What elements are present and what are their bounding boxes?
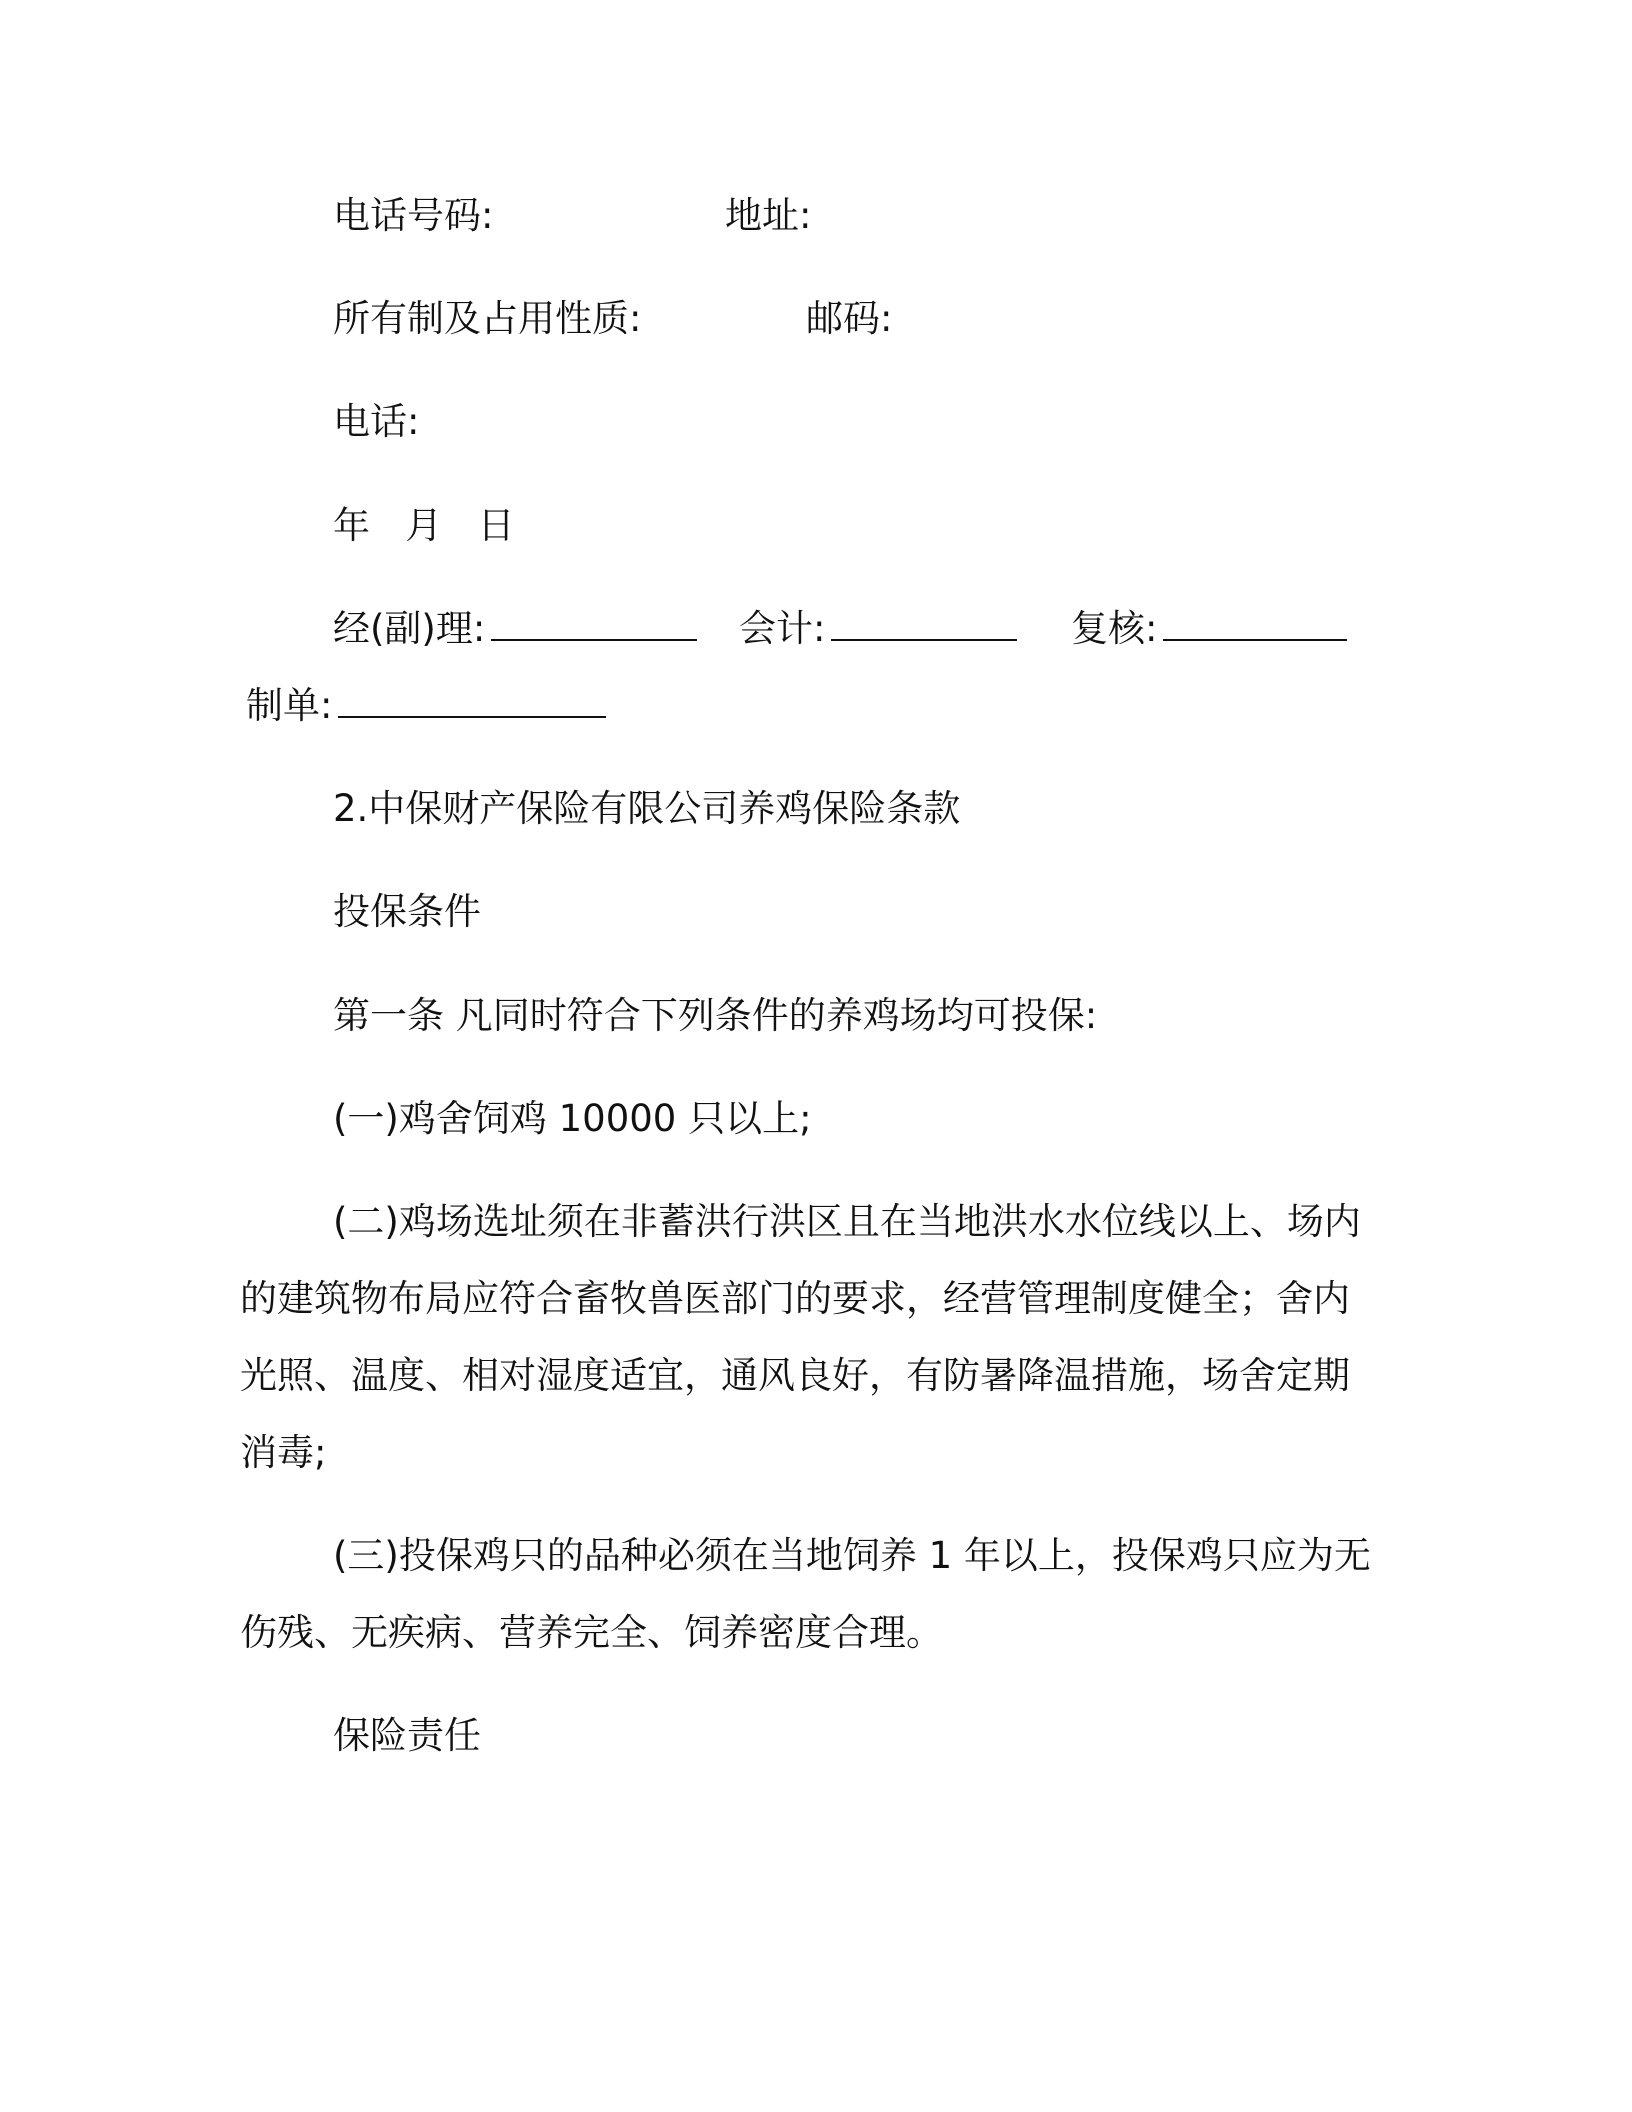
phone-number-label: 电话号码:	[333, 194, 494, 237]
phone-label: 电话:	[333, 400, 420, 443]
address-label: 地址:	[725, 194, 812, 237]
paragraph-line: 光照、温度、相对湿度适宜，通风良好，有防暑降温措施，场舍定期	[240, 1354, 1350, 1397]
clause-title: 2.中保财产保险有限公司养鸡保险条款	[333, 787, 961, 830]
reviewer-signature	[1071, 605, 1347, 653]
section-heading-conditions: 投保条件	[333, 890, 481, 933]
preparer-blank	[338, 684, 606, 718]
ownership-label: 所有制及占用性质:	[333, 297, 642, 340]
accountant-blank	[831, 607, 1017, 641]
date-label: 年 月 日	[333, 504, 515, 547]
paragraph-line: (三)投保鸡只的品种必须在当地饲养 1 年以上，投保鸡只应为无	[333, 1534, 1371, 1577]
reviewer-label: 复核:	[1071, 607, 1158, 650]
paragraph-line: 消毒;	[240, 1431, 327, 1474]
paragraph-line: 的建筑物布局应符合畜牧兽医部门的要求，经营管理制度健全；舍内	[240, 1277, 1350, 1320]
preparer-label: 制单:	[246, 684, 333, 727]
preparer-signature	[246, 682, 606, 730]
reviewer-blank	[1163, 607, 1347, 641]
manager-blank	[491, 607, 697, 641]
accountant-signature	[739, 605, 1017, 653]
section-heading-liability: 保险责任	[333, 1714, 481, 1757]
article-1: 第一条 凡同时符合下列条件的养鸡场均可投保:	[333, 994, 1098, 1037]
manager-signature	[333, 605, 697, 653]
paragraph-line: (二)鸡场选址须在非蓄洪行洪区且在当地洪水水位线以上、场内	[333, 1200, 1361, 1243]
condition-item-1: (一)鸡舍饲鸡 10000 只以上;	[333, 1097, 812, 1140]
manager-label: 经(副)理:	[333, 607, 486, 650]
paragraph-line: 伤残、无疾病、营养完全、饲养密度合理。	[240, 1611, 943, 1654]
accountant-label: 会计:	[739, 607, 826, 650]
postcode-label: 邮码:	[806, 297, 893, 340]
